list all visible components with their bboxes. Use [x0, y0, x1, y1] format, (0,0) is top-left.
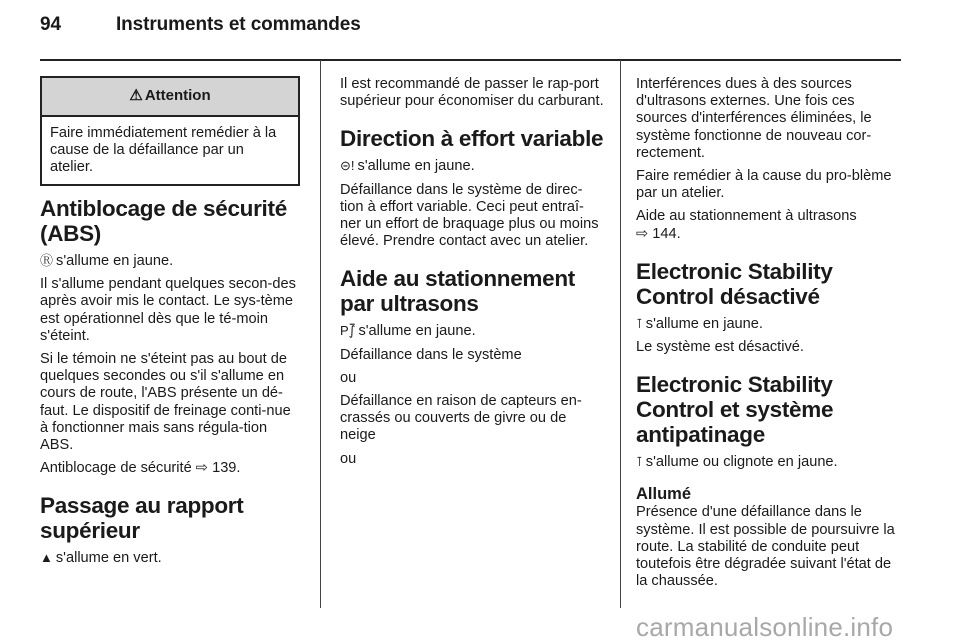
parking-paragraph-1: Défaillance dans le système [340, 346, 522, 363]
page-title: Instruments et commandes [116, 14, 361, 35]
upshift-heading: Passage au rapport supérieur [40, 493, 244, 544]
attention-text: Faire immédiatement remédier à la cause de la défaillance par un atelier. [50, 125, 277, 176]
abs-reference[interactable]: Antiblocage de sécurité ⇨ 139. [40, 460, 241, 477]
abs-heading: Antiblocage de sécurité (ABS) [40, 196, 287, 246]
upshift-icon: ▲ [40, 550, 53, 566]
allume-heading: Allumé [636, 485, 692, 504]
steering-heading: Direction à effort variable [340, 126, 604, 152]
header-rule [40, 59, 901, 61]
parking-or-2: ou [340, 450, 357, 467]
esc-icon: ⊺ [636, 454, 643, 470]
steering-warning-icon: ⊝! [340, 158, 355, 174]
abs-paragraph-1: Il s'allume pendant quelques secon-des après avoir mis le contact. Le sys-tème est opérationnel dès que le té-moin s'éteint. [40, 276, 296, 344]
parking-paragraph-4: Faire remédier à la cause du pro-blème par un atelier. [636, 168, 892, 202]
parking-reference[interactable]: Aide au stationnement à ultrasons ⇨ 144. [636, 208, 857, 242]
esc-tc-heading: Electronic Stability Control et système antipatinage [636, 372, 834, 448]
esc-tc-status: ⊺ s'allume ou clignote en jaune. [636, 454, 838, 471]
steering-paragraph: Défaillance dans le système de direc-tion à effort variable. Ceci peut entraî-ner un effort de braquage plus ou moins élevé. Prendre contact avec un atelier. [340, 181, 599, 250]
abs-paragraph-2: Si le témoin ne s'éteint pas au bout de quelques secondes ou s'il s'allume en cours de route, l'ABS présente un dé-faut. Le dispositif de freinage conti-nue à fonctionner mais sans régula-tion ABS. [40, 351, 291, 454]
parking-heading: Aide au stationnement par ultrasons [340, 266, 575, 317]
parking-assist-icon: P⨛ [340, 323, 356, 339]
attention-box [40, 76, 300, 186]
column-divider-2 [620, 60, 621, 608]
esc-off-status: ⊺ s'allume en jaune. [636, 315, 763, 332]
column-2 [340, 76, 604, 474]
column-1 [40, 196, 302, 574]
upshift-status: ▲ s'allume en vert. [40, 550, 162, 567]
attention-label: Attention [144, 87, 211, 104]
warning-triangle-icon: ⚠ [129, 87, 143, 104]
reference-arrow-icon: ⇨ [636, 225, 649, 242]
reference-arrow-icon: ⇨ [195, 460, 209, 477]
upshift-paragraph: Il est recommandé de passer le rap-port supérieur pour économiser du carburant. [340, 76, 604, 110]
attention-header [42, 78, 298, 117]
esc-off-paragraph: Le système est désactivé. [636, 339, 804, 356]
abs-status: Ⓡ s'allume en jaune. [40, 253, 174, 269]
page-number: 94 [40, 14, 61, 35]
parking-paragraph-3: Interférences dues à des sources d'ultrasons externes. Une fois ces sources d'interférences éliminées, le système fonctionne de nouveau cor-rectement. [636, 76, 872, 161]
steering-status: ⊝! s'allume en jaune. [340, 158, 475, 175]
column-3 [636, 76, 902, 596]
parking-status: P⨛ s'allume en jaune. [340, 323, 476, 340]
abs-icon: Ⓡ [40, 253, 54, 268]
watermark: carmanualsonline.info [636, 612, 894, 642]
parking-or-1: ou [340, 369, 357, 386]
esc-off-icon: ⊺ [636, 315, 643, 331]
allume-paragraph: Présence d'une défaillance dans le système. Il est possible de poursuivre la route. La stabilité de conduite peut toutefois être dégradée suivant l'état de la chaussée. [636, 504, 895, 590]
page-header [40, 14, 361, 36]
esc-off-heading: Electronic Stability Control désactivé [636, 258, 833, 309]
parking-paragraph-2: Défaillance en raison de capteurs en-crassés ou couverts de givre ou de neige [340, 393, 582, 444]
column-divider-1 [320, 60, 321, 608]
